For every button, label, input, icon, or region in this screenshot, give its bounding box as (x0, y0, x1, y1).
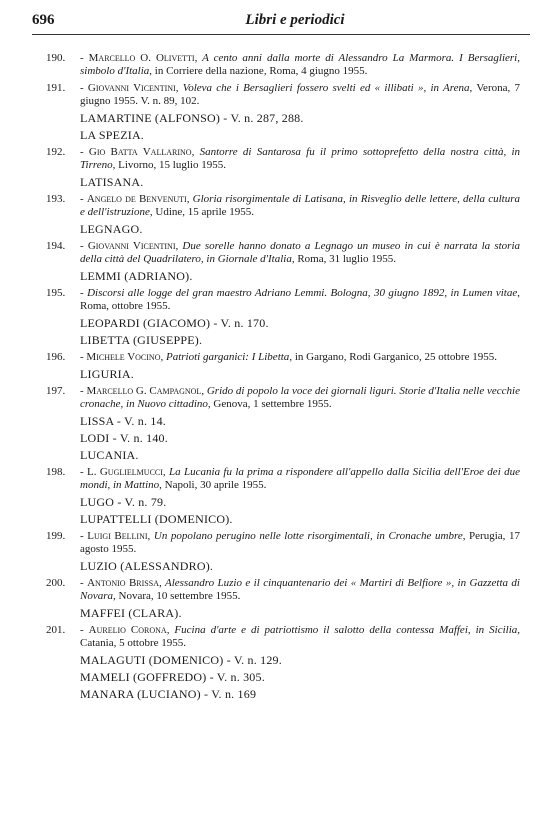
entry-title: , Santorre di Santarosa fu il primo sottoprefetto della nostra città, in Tirreno (80, 146, 521, 171)
bibliography-entry (0, 530, 550, 556)
subject-heading: LEMMI (ADRIANO). (80, 269, 193, 283)
entry-publication: , in Gargano, Rodi Garganico, 25 ottobre 1955. (289, 351, 497, 363)
entry-author: Aurelio Corona (88, 624, 167, 636)
bibliography-list (0, 52, 550, 705)
entry-publication: , Perugia, 17 agosto 1955. (80, 530, 520, 555)
entry-publication: , Verona, 7 giugno 1955. V. n. 89, 102. (80, 82, 520, 107)
entry-title: , Gloria risorgimentale di Latisana, in Risveglio delle lettere, della cultura e dell'istruzione (80, 193, 520, 218)
entry-publication: , Genova, 1 settembre 1955. (207, 398, 332, 410)
subject-heading: MANARA (LUCIANO) - V. n. 169 (80, 687, 257, 701)
entry-dash: - (80, 624, 89, 636)
entry-publication: , Roma, ottobre 1955. (80, 287, 520, 312)
entry-publication: , Catania, 5 ottobre 1955. (80, 624, 520, 649)
entry-title: , Due sorelle hanno donato a Legnago un museo in cui è narrata la storia della città del Quadrilatero, in Giornale d'Italia (80, 240, 521, 265)
entry-number: 198. (46, 466, 66, 478)
entry-author: Marcello O. Olivetti (88, 52, 195, 64)
entry-number: 194. (46, 240, 66, 252)
entry-dash: - (80, 146, 89, 158)
entry-publication: , in Corriere della nazione, Roma, 4 giugno 1955. (149, 65, 368, 77)
entry-dash: - (80, 466, 88, 478)
entry-author: Giovanni Vicentini (87, 240, 176, 252)
entry-number: 195. (46, 287, 66, 299)
subject-heading: MALAGUTI (DOMENICO) - V. n. 129. (80, 653, 282, 667)
entry-author: Michele Vocino (86, 351, 161, 363)
page-number: 696 (32, 12, 55, 28)
entry-publication: , Udine, 15 aprile 1955. (149, 206, 255, 218)
subject-heading: LEGNAGO. (80, 222, 143, 236)
entry-number: 199. (46, 530, 66, 542)
entry-number: 196. (46, 351, 66, 363)
entry-publication: , Napoli, 30 aprile 1955. (159, 479, 267, 491)
bibliography-entry (0, 193, 550, 219)
entry-number: 191. (46, 82, 66, 94)
entry-author: Angelo de Benvenuti (86, 193, 187, 205)
entry-dash: - (80, 385, 87, 397)
entry-title: , Un popolano perugino nelle lotte risorgimentali, in Cronache umbre (147, 530, 463, 542)
entry-title: , A cento anni dalla morte di Alessandro La Marmora. I Bersaglieri, simbolo d'Italia (80, 52, 520, 77)
subject-heading: LUCANIA. (80, 448, 139, 462)
entry-author: Giovanni Vicentini (87, 82, 176, 94)
subject-heading: LODI - V. n. 140. (80, 431, 168, 445)
subject-heading: LA SPEZIA. (80, 128, 145, 142)
bibliography-entry (0, 351, 550, 364)
entry-dash: - (80, 193, 87, 205)
entry-number: 200. (46, 577, 66, 589)
bibliography-entry (0, 52, 550, 78)
entry-title: Discorsi alle logge del gran maestro Adriano Lemmi. Bologna, 30 giugno 1892, in Lumen vitae (87, 287, 518, 299)
subject-heading: LUPATTELLI (DOMENICO). (80, 512, 233, 526)
entry-author: Antonio Brissa (87, 577, 159, 589)
page-header (0, 10, 550, 32)
entry-dash: - (80, 530, 88, 542)
entry-dash: - (80, 82, 88, 94)
entry-dash: - (80, 351, 87, 363)
entry-title: , Alessandro Luzio e il cinquantenario dei « Martiri di Belfiore », in Gazzetta di Novara (80, 577, 520, 602)
entry-number: 197. (46, 385, 66, 397)
subject-heading: LUGO - V. n. 79. (80, 495, 167, 509)
bibliography-entry (0, 577, 550, 603)
entry-dash: - (80, 577, 88, 589)
entry-number: 193. (46, 193, 66, 205)
subject-heading: LISSA - V. n. 14. (80, 414, 166, 428)
entry-number: 201. (46, 624, 66, 636)
entry-publication: , Novara, 10 settembre 1955. (113, 590, 241, 602)
bibliography-entry (0, 146, 550, 172)
running-title: Libri e periodici (245, 12, 345, 28)
entry-title: , La Lucania fu la prima a rispondere all'appello dalla Sicilia dell'Eroe dei due mondi, in Mattino (80, 466, 520, 491)
entry-author: Luigi Bellini (87, 530, 148, 542)
entry-title: , Voleva che i Bersaglieri fossero svelti ed « illibati », in Arena (175, 82, 470, 94)
entry-dash: - (80, 287, 88, 299)
bibliography-entry (0, 240, 550, 266)
entry-number: 190. (46, 52, 66, 64)
entry-publication: , Livorno, 15 luglio 1955. (112, 159, 226, 171)
subject-heading: LIGURIA. (80, 367, 134, 381)
entry-title: , Grido di popolo la voce dei giornali liguri. Storie d'Italia nelle vecchie cronache, in Nuovo cittadino (80, 385, 520, 410)
bibliography-entry (0, 287, 550, 313)
subject-heading: LUZIO (ALESSANDRO). (80, 559, 214, 573)
entry-dash: - (80, 240, 88, 252)
bibliography-entry (0, 624, 550, 650)
subject-heading: LIBETTA (GIUSEPPE). (80, 333, 203, 347)
entry-dash: - (80, 52, 89, 64)
bibliography-entry (0, 82, 550, 108)
subject-heading: LEOPARDI (GIACOMO) - V. n. 170. (80, 316, 269, 330)
subject-heading: LATISANA. (80, 175, 144, 189)
entry-author: Gio Batta Vallarino (88, 146, 192, 158)
entry-author: L. Guglielmucci (87, 466, 163, 478)
entry-number: 192. (46, 146, 66, 158)
subject-heading: LAMARTINE (ALFONSO) - V. n. 287, 288. (80, 111, 304, 125)
header-rule (32, 34, 530, 35)
bibliography-entry (0, 466, 550, 492)
bibliography-entry (0, 385, 550, 411)
entry-title: , Fucina d'arte e di patriottismo il salotto della contessa Maffei, in Sicilia (166, 624, 518, 636)
entry-publication: , Roma, 31 luglio 1955. (291, 253, 397, 265)
entry-author: Marcello G. Campagnol (86, 385, 202, 397)
subject-heading: MAFFEI (CLARA). (80, 606, 182, 620)
entry-title: , Patrioti garganici: I Libetta (160, 351, 290, 363)
subject-heading: MAMELI (GOFFREDO) - V. n. 305. (80, 670, 265, 684)
